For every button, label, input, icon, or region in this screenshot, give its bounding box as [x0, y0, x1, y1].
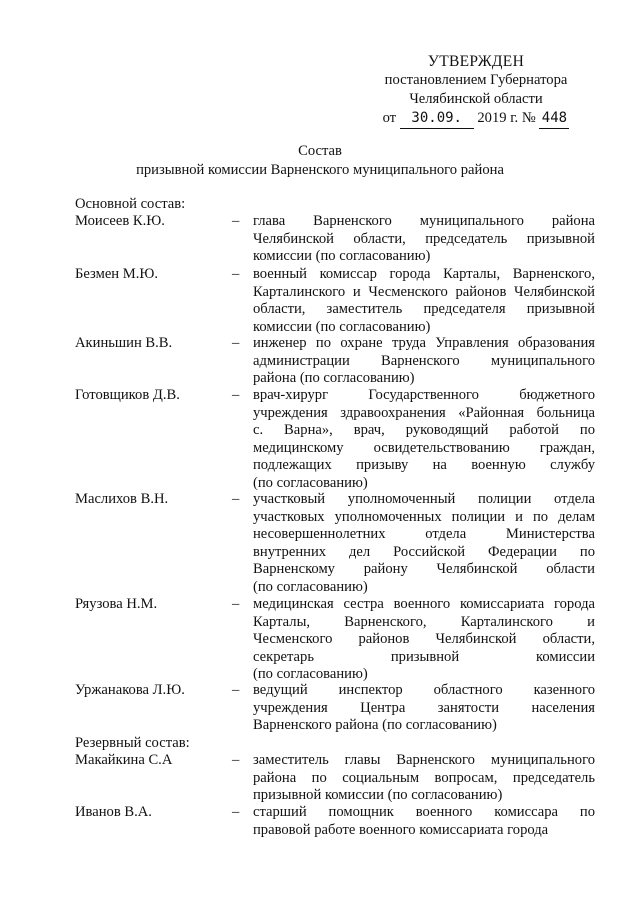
member-entry: [75, 335, 595, 388]
member-description-line: Челябинской области, председатель призывной: [253, 230, 595, 247]
member-description-line: подлежащих призыву на военную службу: [253, 457, 595, 473]
member-dash: –: [232, 266, 240, 282]
approval-stamp: [370, 52, 582, 129]
reserve-section-label: Резервный состав:: [75, 735, 190, 751]
member-description: [253, 491, 595, 596]
member-description: [253, 596, 595, 684]
member-entry: [75, 387, 595, 492]
member-description-line: учреждения здравоохранения «Районная больница: [253, 404, 595, 421]
member-description: [253, 387, 595, 492]
member-description-line: Варненскому району Челябинской области: [253, 561, 595, 577]
member-description-line: военный комиссар города Карталы, Варненского,: [253, 266, 595, 282]
member-description: [253, 213, 595, 266]
member-description-line: внутренних дел Российской Федерации по: [253, 543, 595, 560]
member-entry: [75, 804, 595, 839]
member-entry: [75, 752, 595, 805]
member-dash: –: [232, 335, 240, 351]
member-name: Уржанакова Л.Ю.: [75, 682, 185, 698]
member-description-line: района по социальным вопросам, председатель: [253, 769, 595, 786]
member-description-line: секретарь призывной комиссии: [253, 648, 595, 665]
member-description-line: (по согласованию): [253, 578, 368, 595]
member-dash: –: [232, 682, 240, 698]
member-entry: [75, 596, 595, 684]
approval-line-1: постановлением Губернатора: [384, 72, 568, 88]
member-entry: [75, 213, 595, 266]
member-description-line: призывной комиссии (по согласованию): [253, 787, 503, 803]
member-description-line: участковых уполномоченных полиции и по делам: [253, 508, 595, 525]
member-description: [253, 682, 595, 735]
member-description-line: Варненского района (по согласованию): [253, 717, 497, 733]
member-description: [253, 335, 595, 388]
member-description-line: Карталинского и Чесменского районов Челябинской: [253, 283, 595, 300]
approval-date-line: [370, 109, 582, 129]
member-description-line: инженер по охране труда Управления образования: [253, 335, 595, 351]
member-description: [253, 804, 595, 839]
member-description-line: учреждения Центра занятости населения: [253, 699, 595, 716]
member-description-line: Чесменского районов Челябинской области,: [253, 631, 595, 647]
member-description: [253, 752, 595, 805]
member-dash: –: [232, 804, 240, 820]
member-name: Маслихов В.Н.: [75, 491, 169, 507]
member-name: Моисеев К.Ю.: [75, 213, 165, 229]
member-description-line: администрации Варненского муниципального: [253, 352, 595, 369]
member-name: Иванов В.А.: [75, 804, 152, 820]
approval-heading: УТВЕРЖДЕН: [427, 53, 525, 70]
member-description-line: участковый уполномоченный полиции отдела: [253, 491, 595, 507]
title-line-2: призывной комиссии Варненского муниципального района: [136, 162, 504, 178]
member-name: Безмен М.Ю.: [75, 266, 159, 282]
member-name: Ряузова Н.М.: [75, 596, 158, 612]
member-dash: –: [232, 387, 240, 403]
member-description-line: правовой работе военного комиссариата города: [253, 821, 549, 838]
member-name: Макайкина С.А: [75, 752, 173, 768]
member-description-line: с. Варна», врач, руководящий работой по: [253, 422, 595, 438]
approval-year: 2019 г. №: [477, 110, 536, 126]
member-description-line: глава Варненского муниципального района: [253, 213, 595, 229]
member-description-line: области, заместитель председателя призывной: [253, 301, 595, 317]
title-line-1: Состав: [298, 143, 342, 159]
member-description-line: района (по согласованию): [253, 370, 415, 386]
approval-line-2: Челябинской области: [409, 91, 543, 107]
member-description-line: Карталы, Варненского, Карталинского и: [253, 613, 595, 630]
member-description-line: несовершеннолетних отдела Министерства: [253, 526, 595, 542]
approval-date: 30.09.: [400, 109, 474, 129]
member-name: Акиньшин В.В.: [75, 335, 173, 351]
member-entry: [75, 491, 595, 596]
member-dash: –: [232, 752, 240, 768]
member-description-line: (по согласованию): [253, 666, 368, 682]
member-description-line: (по согласованию): [253, 474, 368, 491]
approval-number: 448: [539, 109, 569, 129]
member-description: [253, 266, 595, 336]
member-description-line: медицинская сестра военного комиссариата города: [253, 596, 595, 612]
member-description-line: старший помощник военного комиссара по: [253, 804, 595, 820]
member-dash: –: [232, 213, 240, 229]
member-dash: –: [232, 596, 240, 612]
member-description-line: заместитель главы Варненского муниципального: [253, 752, 595, 768]
member-description-line: медицинскому освидетельствованию граждан,: [253, 439, 595, 456]
member-description-line: врач-хирург Государственного бюджетного: [253, 387, 595, 403]
member-dash: –: [232, 491, 240, 507]
document-title: [0, 142, 640, 180]
member-description-line: ведущий инспектор областного казенного: [253, 682, 595, 698]
member-name: Готовщиков Д.В.: [75, 387, 180, 403]
member-entry: [75, 682, 595, 735]
member-entry: [75, 266, 595, 336]
approval-prefix: от: [382, 110, 397, 126]
main-section-label: Основной состав:: [75, 196, 186, 212]
member-description-line: комиссии (по согласованию): [253, 248, 431, 264]
member-description-line: комиссии (по согласованию): [253, 318, 431, 335]
